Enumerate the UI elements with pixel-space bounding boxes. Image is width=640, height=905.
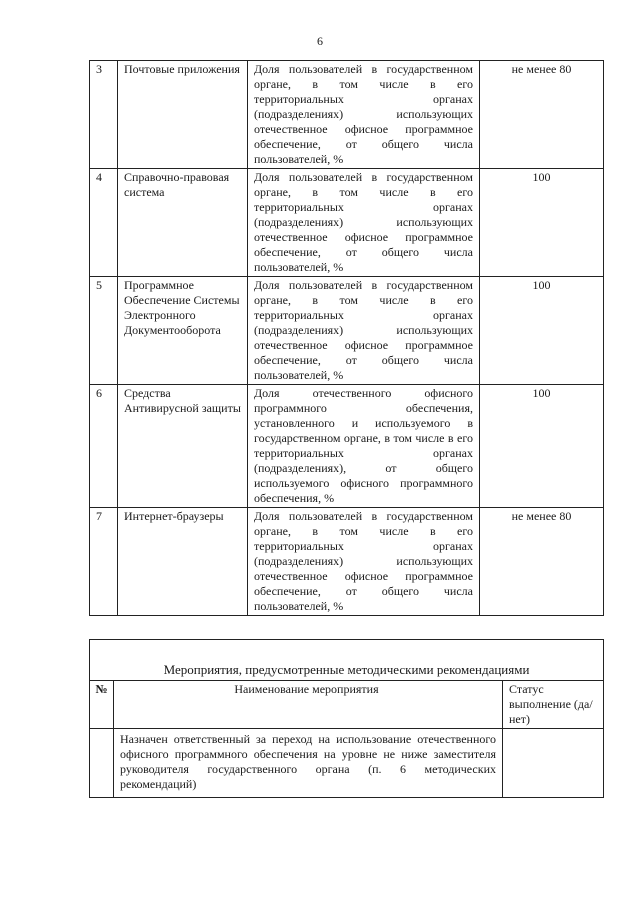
target-value: не менее 80 [480,508,604,616]
measure-number [90,729,114,798]
indicator-description: Доля пользователей в государственном органе, в том числе в его территориальных органах (подразделениях) использующих отечественное офисное программное обеспечение, от общего числа пользователей, % [248,508,480,616]
target-value: 100 [480,169,604,277]
column-header-number: № [90,681,114,729]
page-number: 6 [317,34,323,48]
header-row [90,681,604,729]
target-value: не менее 80 [480,61,604,169]
software-category: Справочно-правовая система [118,169,248,277]
row-number: 5 [90,277,118,385]
table-row [90,169,604,277]
software-category: Почтовые приложения [118,61,248,169]
row-number: 4 [90,169,118,277]
software-category: Средства Антивирусной защиты [118,385,248,508]
column-header-name: Наименование мероприятия [114,681,503,729]
indicator-description: Доля пользователей в государственном органе, в том числе в его территориальных органах (подразделениях) использующих отечественное офисное программное обеспечение, от общего числа пользователей, % [248,277,480,385]
software-category: Программное Обеспечение Системы Электронного Документооборота [118,277,248,385]
target-value: 100 [480,277,604,385]
measure-description: Назначен ответственный за переход на использование отечественного офисного программного обеспечения на уровне не ниже заместителя руководителя государственного органа (п. 6 методических рекомендаций) [114,729,503,798]
row-number: 6 [90,385,118,508]
table-row [90,508,604,616]
table-row [90,385,604,508]
indicator-description: Доля отечественного офисного программного обеспечения, установленного и используемого в государственном органе, в том числе в его территориальных органах (подразделениях), от общего используемого офисного программного обеспечения, % [248,385,480,508]
software-category: Интернет-браузеры [118,508,248,616]
table-row [90,61,604,169]
section-title-row [90,640,604,681]
column-header-status: Статус выполнение (да/нет) [503,681,604,729]
indicator-description: Доля пользователей в государственном органе, в том числе в его территориальных органах (подразделениях) использующих отечественное офисное программное обеспечение, от общего числа пользователей, % [248,61,480,169]
row-number: 7 [90,508,118,616]
measures-table [89,639,604,798]
indicators-table [89,60,604,616]
indicator-description: Доля пользователей в государственном органе, в том числе в его территориальных органах (подразделениях) использующих отечественное офисное программное обеспечение, от общего числа пользователей, % [248,169,480,277]
section-title: Мероприятия, предусмотренные методическими рекомендациями [90,640,604,681]
table-row [90,729,604,798]
table-row [90,277,604,385]
measure-status [503,729,604,798]
target-value: 100 [480,385,604,508]
row-number: 3 [90,61,118,169]
